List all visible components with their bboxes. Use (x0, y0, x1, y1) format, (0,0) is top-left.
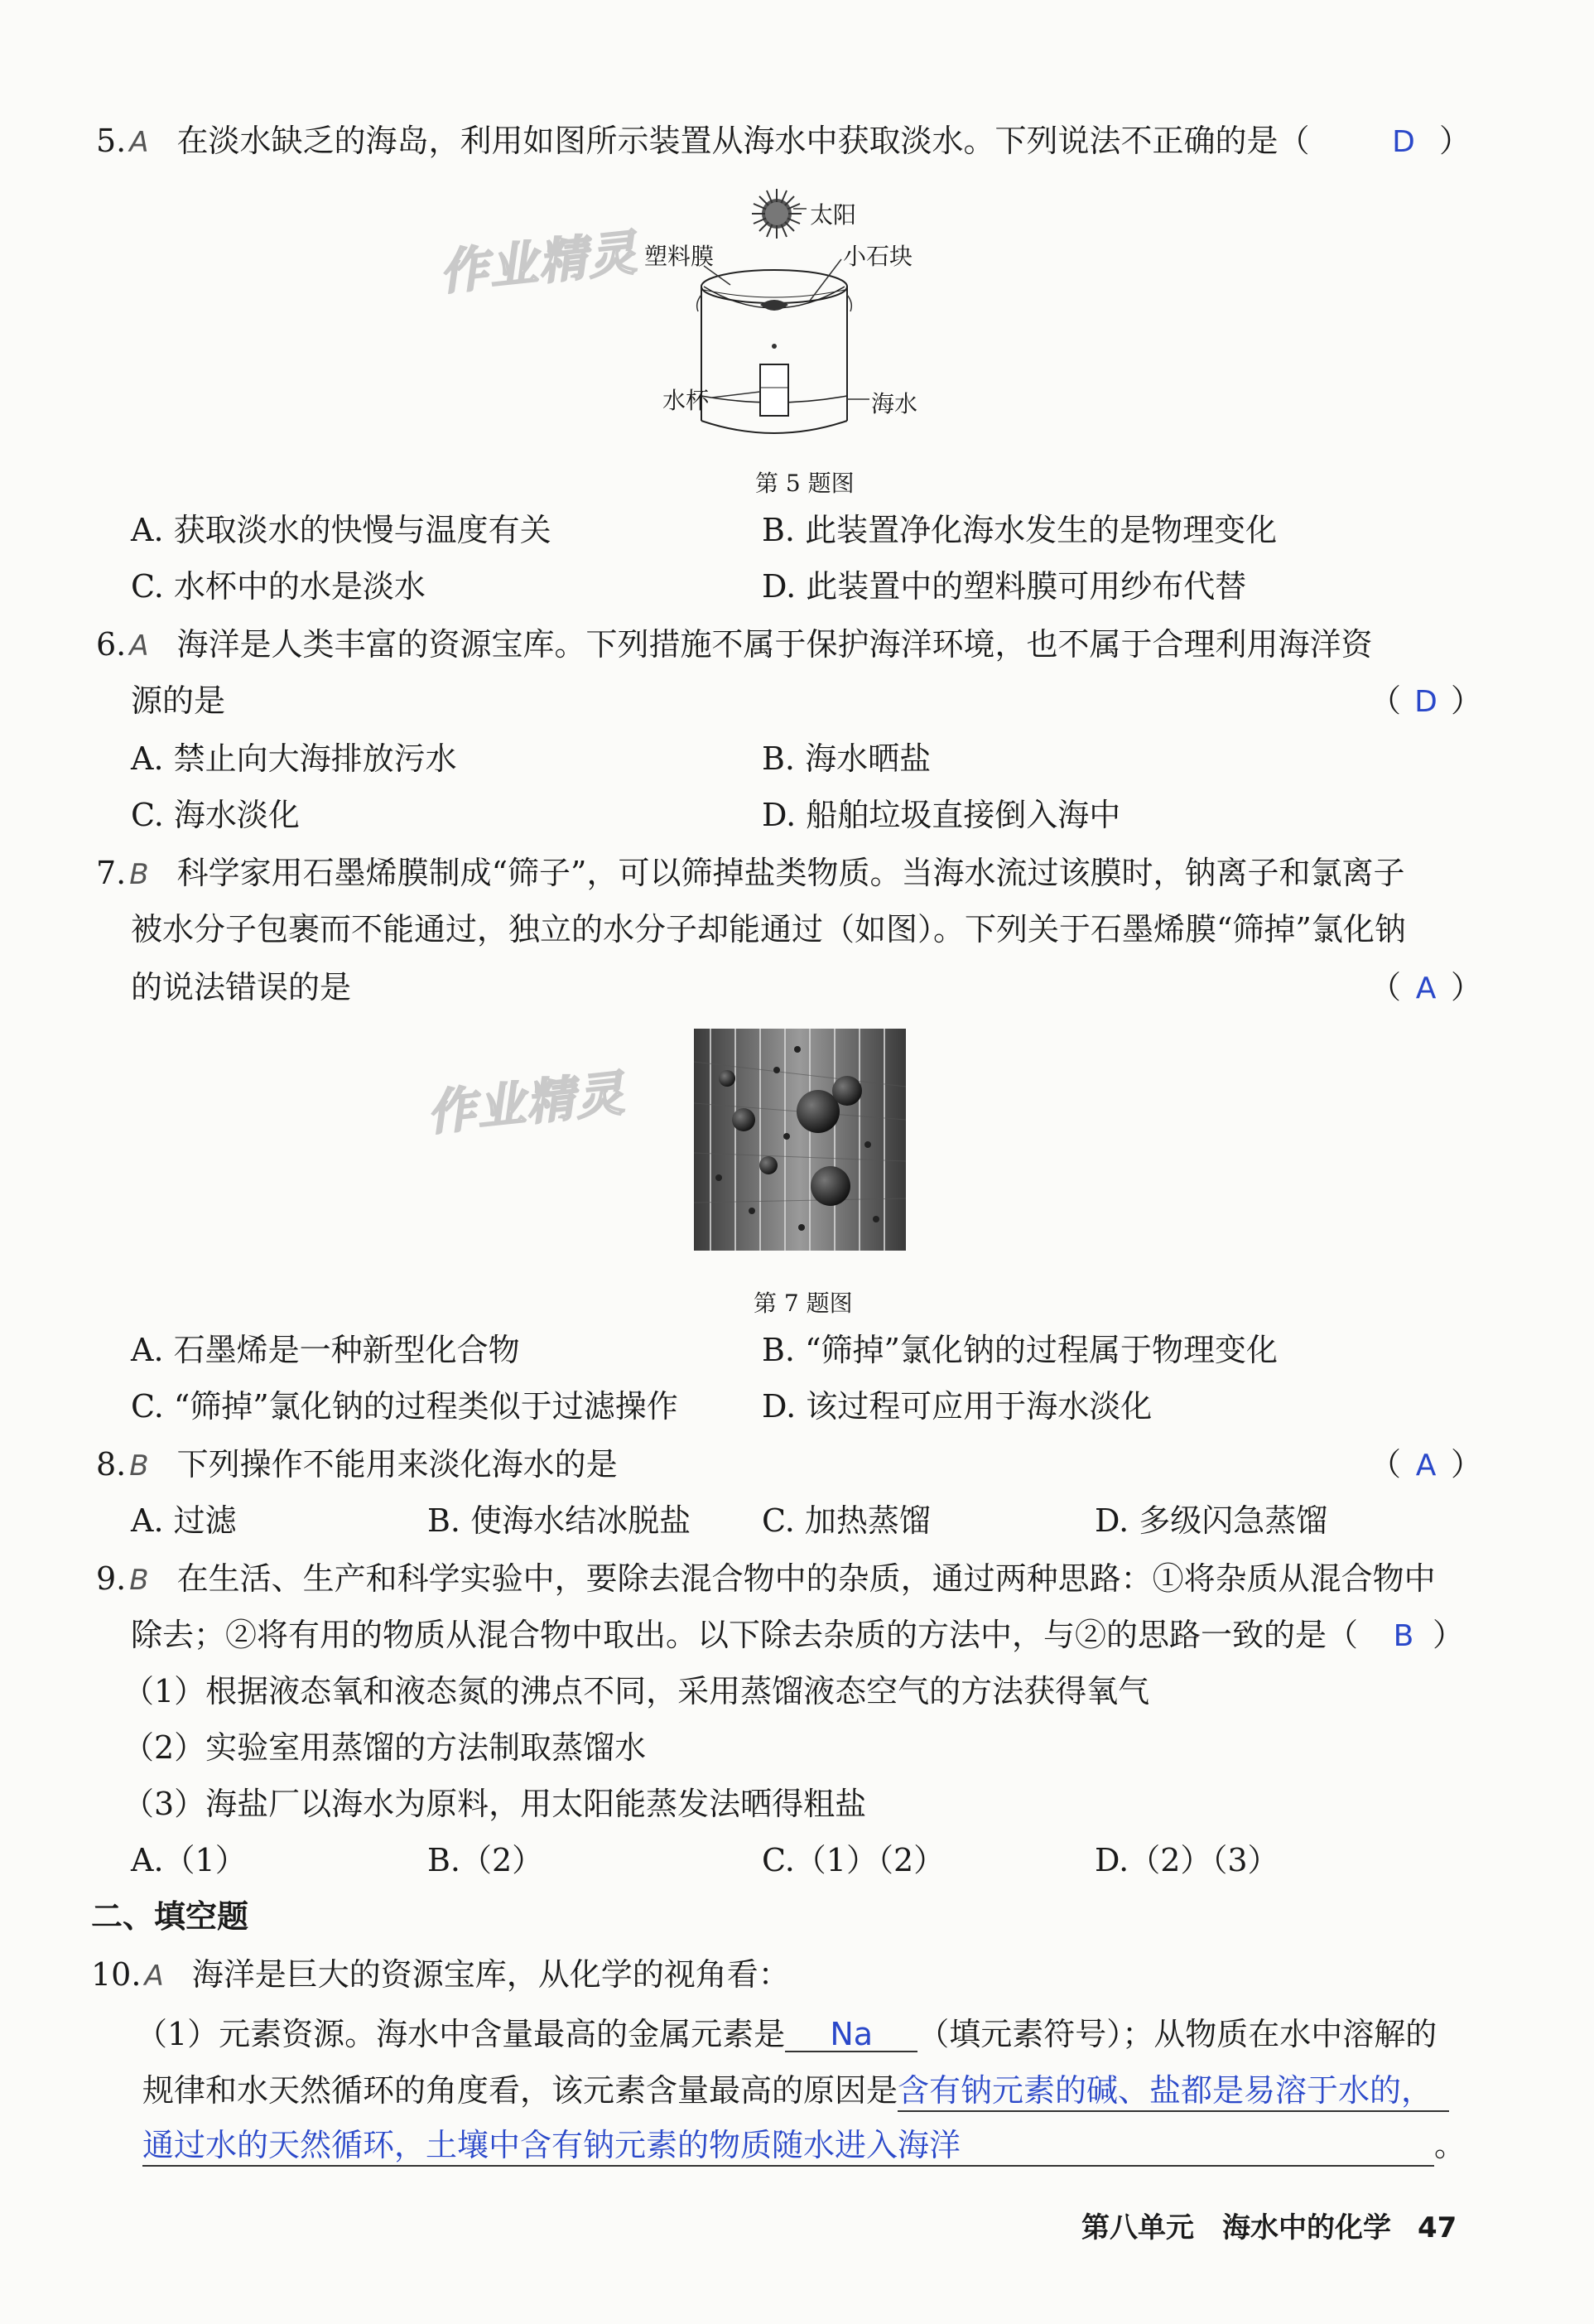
label-cup: 水杯 (662, 387, 710, 414)
q7-stem-line3: 的说法错误的是 (131, 969, 352, 1005)
q9-item-3: （3）海盐厂以海水为原料，用太阳能蒸发法晒得粗盐 (123, 1786, 867, 1822)
q10-stem: 10. A 海洋是巨大的资源宝库，从化学的视角看： (91, 1956, 790, 1993)
answer-blank-na: Na (785, 2018, 917, 2052)
question-number: 7. (96, 855, 127, 891)
cup-icon (760, 364, 788, 416)
q8-stem: 8. B 下列操作不能用来淡化海水的是 (96, 1446, 618, 1483)
question-number: 9. (96, 1560, 127, 1597)
q7-option-d: D. 该过程可应用于海水淡化 (762, 1388, 1153, 1425)
q10-part1-line2: 规律和水天然循环的角度看，该元素含量最高的原因是含有钠元素的碱、盐都是易溶于水的， (142, 2071, 1449, 2112)
q7-stem-line2: 被水分子包裹而不能通过，独立的水分子却能通过（如图）。下列关于石墨烯膜“筛掉”氯化钠 (131, 911, 1406, 947)
sun-icon (752, 189, 802, 239)
question-number: 6. (96, 626, 127, 663)
q8-answer: （ A ） (1370, 1444, 1482, 1486)
label-seawater: 海水 (871, 390, 918, 417)
q7-stem: 7. B 科学家用石墨烯膜制成“筛子”，可以筛掉盐类物质。当海水流过该膜时，钠离子和氯离子 (96, 855, 1405, 891)
q6-answer: （ D ） (1370, 681, 1482, 722)
q6-stem-line2: 源的是 (131, 682, 226, 719)
q6-option-d: D. 船舶垃圾直接倒入海中 (762, 797, 1121, 833)
q8-option-d: D. 多级闪急蒸馏 (1095, 1502, 1328, 1539)
q7-option-b: B. “筛掉”氯化钠的过程属于物理变化 (762, 1332, 1278, 1368)
q5-option-c: C. 水杯中的水是淡水 (131, 568, 426, 605)
section-title: 二、填空题 (91, 1898, 249, 1935)
graphene-membrane-image (694, 1029, 906, 1251)
stone-icon (760, 300, 788, 311)
q6-stem: 6. A 海洋是人类丰富的资源宝库。下列措施不属于保护海洋环境，也不属于合理利用海洋资 (96, 626, 1373, 663)
q5-figure (646, 181, 977, 446)
q9-answer: B ） (1375, 1615, 1464, 1656)
label-film: 塑料膜 (644, 243, 715, 270)
answer-value: A (1415, 1449, 1437, 1483)
q6-option-b: B. 海水晒盐 (762, 740, 932, 777)
answer-value: A (1415, 972, 1437, 1005)
unit-label: 第八单元 (1081, 2211, 1194, 2244)
answer-value: D (1414, 685, 1437, 719)
q7-figure (694, 1029, 906, 1251)
page-footer (1081, 2210, 1457, 2246)
q5-option-a: A. 获取淡水的快慢与温度有关 (131, 512, 551, 548)
label-stone: 小石块 (843, 243, 913, 270)
level-mark: A (129, 126, 149, 159)
unit-title: 海水中的化学 (1222, 2211, 1391, 2244)
q5-option-b: B. 此装置净化海水发生的是物理变化 (762, 512, 1278, 548)
watermark: 作业精灵 (424, 1064, 628, 1142)
q7-answer: （ A ） (1370, 967, 1482, 1009)
q10-part1: （1）元素资源。海水中含量最高的金属元素是 Na （填元素符号）；从物质在水中溶解的 (136, 2016, 1437, 2052)
q5-option-d: D. 此装置中的塑料膜可用纱布代替 (762, 568, 1247, 605)
q6-option-c: C. 海水淡化 (131, 797, 300, 833)
q7-option-a: A. 石墨烯是一种新型化合物 (131, 1332, 520, 1368)
q9-stem-line2: 除去；②将有用的物质从混合物中取出。以下除去杂质的方法中，与②的思路一致的是（ (131, 1617, 1359, 1653)
q8-option-a: A. 过滤 (131, 1502, 237, 1539)
handwritten-answer: 通过水的天然循环，土壤中含有钠元素的物质随水进入海洋 (142, 2125, 1434, 2167)
q6-option-a: A. 禁止向大海排放污水 (131, 740, 457, 777)
q9-option-a: A.（1） (131, 1842, 247, 1878)
q9-option-b: B.（2） (427, 1842, 544, 1878)
watermark: 作业精灵 (436, 224, 641, 301)
level-mark: B (129, 858, 149, 891)
q9-stem: 9. B 在生活、生产和科学实验中，要除去混合物中的杂质，通过两种思路：①将杂质从混合物中 (96, 1560, 1436, 1597)
label-sun: 太阳 (810, 201, 857, 229)
level-mark: B (129, 1449, 149, 1483)
q10-part1-line3: 通过水的天然循环，土壤中含有钠元素的物质随水进入海洋 。 (142, 2125, 1466, 2167)
level-mark: A (129, 629, 149, 663)
q9-item-2: （2）实验室用蒸馏的方法制取蒸馏水 (123, 1729, 647, 1766)
q5-answer: D ） (1368, 121, 1471, 162)
q9-option-d: D.（2）（3） (1095, 1842, 1279, 1878)
q8-option-b: B. 使海水结冰脱盐 (427, 1502, 691, 1539)
page-number: 47 (1418, 2211, 1457, 2244)
q9-item-1: （1）根据液态氧和液态氮的沸点不同，采用蒸馏液态空气的方法获得氧气 (123, 1673, 1150, 1709)
q9-option-c: C.（1）（2） (762, 1842, 946, 1878)
level-mark: A (144, 1960, 164, 1993)
answer-value: D (1392, 125, 1415, 159)
q7-option-c: C. “筛掉”氯化钠的过程类似于过滤操作 (131, 1388, 678, 1425)
q7-caption: 第 7 题图 (754, 1290, 853, 1317)
q5-caption: 第 5 题图 (755, 470, 855, 497)
handwritten-answer: 含有钠元素的碱、盐都是易溶于水的， (898, 2071, 1449, 2112)
answer-value: B (1393, 1619, 1414, 1653)
q5-stem (96, 121, 1310, 162)
level-mark: B (129, 1564, 149, 1597)
q5-text: 在淡水缺乏的海岛，利用如图所示装置从海水中获取淡水。下列说法不正确的是（ (176, 123, 1310, 159)
question-number: 10. (91, 1956, 142, 1993)
question-number: 8. (96, 1446, 127, 1483)
question-number: 5. (96, 123, 127, 159)
q8-option-c: C. 加热蒸馏 (762, 1502, 931, 1539)
